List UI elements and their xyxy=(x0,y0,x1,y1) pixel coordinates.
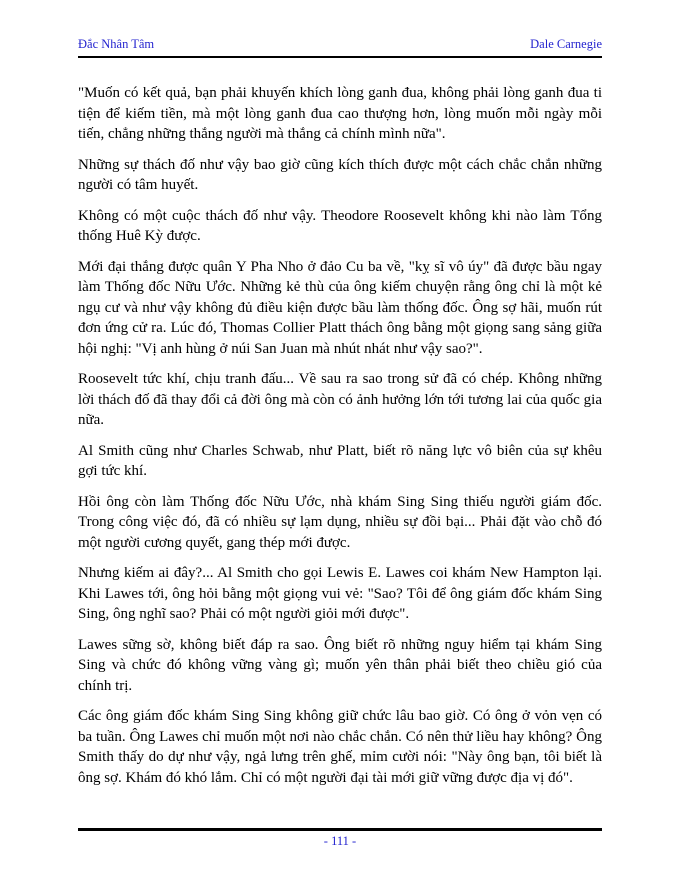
paragraph: Các ông giám đốc khám Sing Sing không giữ chức lâu bao giờ. Có ông ở vỏn vẹn có ba tuần. Ông Lawes chỉ muốn một nơi nào chắc chắn. Có nên thử liều hay không? Ông Smith thấy do dự như vậy, ngả lưng trên ghế, mỉm cười nói: "Này ông bạn, tôi biết là ông sợ. Khám đó khó lắm. Chỉ có một người đại tài mới giữ vững được địa vị đó". xyxy=(78,708,602,786)
page-body-text xyxy=(78,83,602,798)
paragraph: Nhưng kiếm ai đây?... Al Smith cho gọi Lewis E. Lawes coi khám New Hampton lại. Khi Lawes tới, ông hỏi bằng một giọng vui vẻ: "Sao? Tôi để ông giám đốc khám Sing Sing, ông nghĩ sao? Phải có một người giỏi mới được". xyxy=(78,565,602,622)
paragraph: Al Smith cũng như Charles Schwab, như Platt, biết rõ năng lực vô biên của sự khêu gợi tức khí. xyxy=(78,442,602,479)
book-title: Đắc Nhân Tâm xyxy=(78,37,155,51)
page-number: - 111 - xyxy=(323,834,357,848)
footer-rule xyxy=(78,828,602,831)
paragraph: Roosevelt tức khí, chịu tranh đấu... Về sau ra sao trong sử đã có chép. Không những lời thách đố đã thay đổi cả đời ông mà còn có ảnh hưởng lớn tới tương lai của quốc gia nữa. xyxy=(78,371,602,428)
paragraph: Hồi ông còn làm Thống đốc Nữu Ước, nhà khám Sing Sing thiếu người giám đốc. Trong công việc đó, đã có nhiều sự lạm dụng, nhiều sự đồi bại... Phải đặt vào chỗ đó một người cương quyết, gang thép mới được. xyxy=(78,493,602,551)
paragraph: Mới đại thắng được quân Y Pha Nho ở đảo Cu ba về, "kỵ sĩ vô úy" đã được bầu ngay làm Thống đốc Nữu Ước. Những kẻ thù của ông kiếm chuyện rằng ông chỉ là một kẻ ngụ cư và như vậy không đủ điều kiện được bầu làm thống đốc. Ông sợ hãi, muốn rút đơn ứng cử ra. Lúc đó, Thomas Collier Platt thách ông bằng một giọng sang sảng giữa hội nghị: "Vị anh hùng ở núi San Juan mà nhút nhát như vậy sao?". xyxy=(78,258,602,357)
page-header xyxy=(78,37,602,58)
paragraph: Những sự thách đố như vậy bao giờ cũng kích thích được một cách chắc chắn những người có tâm huyết. xyxy=(78,156,602,193)
author-name: Dale Carnegie xyxy=(530,37,602,51)
paragraph: Lawes sững sờ, không biết đáp ra sao. Ông biết rõ những nguy hiểm tại khám Sing Sing và chức đó không vững vàng gì; muốn yên thân phải biết theo chiều gió của chính trị. xyxy=(78,636,602,694)
paragraph: "Muốn có kết quả, bạn phải khuyến khích lòng ganh đua, không phải lòng ganh đua ti tiện để kiếm tiền, mà một lòng ganh đua cao thượng hơn, lòng muốn mỗi ngày mỗi tiến, chẳng những thắng người mà thắng cả chính mình nữa". xyxy=(78,85,602,142)
paragraph: Không có một cuộc thách đố như vậy. Theodore Roosevelt không khi nào làm Tổng thống Huê Kỳ được. xyxy=(78,207,602,244)
